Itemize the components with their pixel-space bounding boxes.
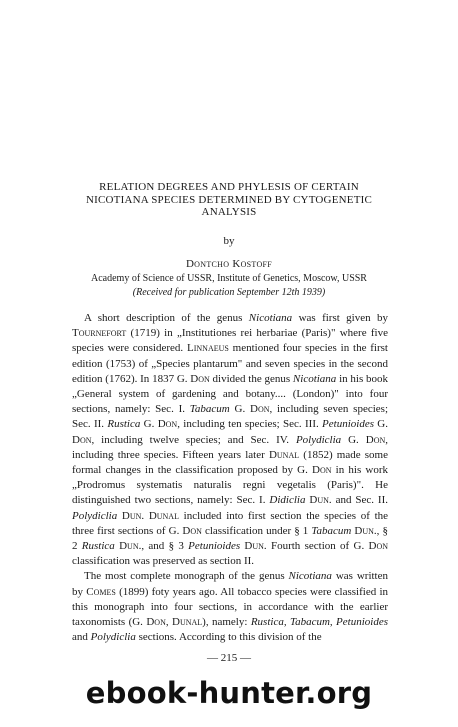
watermark-text: ebook-hunter.org xyxy=(85,676,373,710)
page-number: — 215 — xyxy=(207,652,251,664)
paragraph-2: The most complete monograph of the genus Nicotiana was written by Comes (1899) foty years ago. All tobacco species were classified in this monograph into four sections, in accordance with the earlier taxonomists (G. Don, Dunal), namely: Rustica, Tabacum, Petunioides and Polydiclia sections. According to this division of the xyxy=(72,570,388,644)
title-line: NICOTIANA SPECIES DETERMINED BY CYTOGENETIC xyxy=(85,193,373,206)
received-date: (Received for publication September 12th 1939) xyxy=(132,287,326,298)
title-line: RELATION DEGREES AND PHYLESIS OF CERTAIN xyxy=(99,181,359,193)
author-affiliation: Academy of Science of USSR, Institute of Genetics, Moscow, USSR xyxy=(91,273,367,284)
byline-word: by xyxy=(223,235,235,247)
author-name: Dontcho Kostoff xyxy=(185,258,273,270)
article-body xyxy=(72,311,388,645)
article-title xyxy=(70,181,388,219)
title-line: ANALYSIS xyxy=(201,206,257,218)
paragraph-1: A short description of the genus Nicotiana was first given by Tournefort (1719) in „Institutiones rei herbariae (Paris)" where five species were considered. Linnaeus mentioned four species in the first edition (1753) of „Species plantarum" and seven species in the second edition (1762). In 1837 G. Don divided the genus Nicotiana in his book „General system of gardening and botany.... (London)" into four sections, namely: Sec. I. Tabacum G. Don, including seven species; Sec. II. Rustica G. Don, including ten species; Sec. III. Petunioides G. Don, including twelve species; and Sec. IV. Polydiclia G. Don, including three species. Fifteen years later Dunal (1852) made some formal changes in the classification proposed by G. Don in his work „Prodromus systematis naturalis regni vegetalis (Paris)". He distinguished two sections, namely: Sec. I. Didiclia Dun. and Sec. II. Polydiclia Dun. Dunal included into first section the species of the three first sections of G. Don classification under § 1 Tabacum Dun., § 2 Rustica Dun., and § 3 Petunioides Dun. Fourth section of G. Don classification was preserved as section II. xyxy=(72,312,389,568)
